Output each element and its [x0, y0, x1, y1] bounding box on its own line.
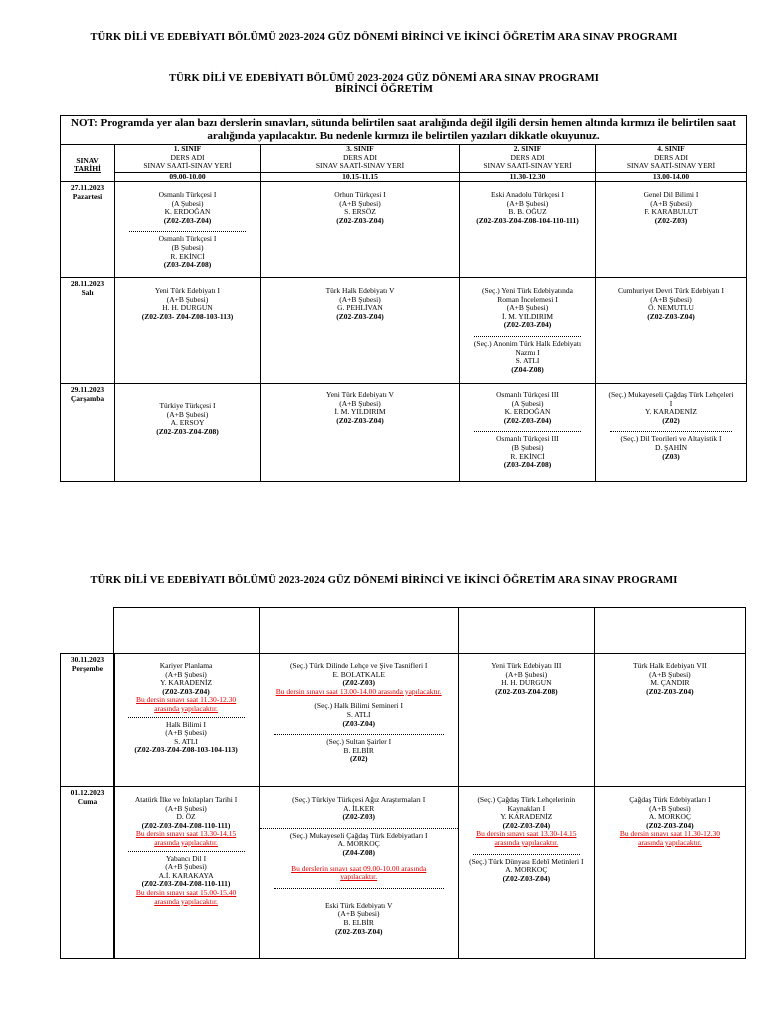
date-cell: 28.11.2023 Salı — [61, 278, 115, 384]
exam-cell: Kariyer Planlama (A+B Şubesi) Y. KARADENİZ (Z02-Z03-Z04) Bu dersin sınavı saat 11.30-12.30 arasında yapılacaktır. Halk Bilimi I (A+B Şubesi) S. ATLI (Z02-Z03-Z04-Z08-103-104-113) — [113, 654, 259, 787]
date-cell: 01.12.2023 Cuma — [61, 787, 115, 959]
top-title: TÜRK DİLİ VE EDEBİYATI BÖLÜMÜ 2023-2024 GÜZ DÖNEMİ BİRİNCİ VE İKİNCİ ÖĞRETİM ARA SINAV PROGRAMI — [90, 32, 678, 43]
date-cell: 27.11.2023 Pazartesi — [61, 182, 115, 278]
main-title: TÜRK DİLİ VE EDEBİYATI BÖLÜMÜ 2023-2024 GÜZ DÖNEMİ ARA SINAV PROGRAMI — [169, 73, 599, 84]
exam-table-second-dates — [60, 653, 115, 959]
table-row — [61, 384, 747, 482]
exam-cell: Yeni Türk Edebiyatı V (A+B Şubesi) İ. M. YILDIRIM (Z02-Z03-Z04) — [261, 384, 460, 482]
col-header-3: 3. SINIF DERS ADI SINAV SAATİ-SINAV YERİ 10.15-11.15 — [261, 145, 460, 182]
col-header-1: 1. SINIF DERS ADI SINAV SAATİ-SINAV YERİ 09.00-10.00 — [115, 145, 261, 182]
table-row — [113, 654, 746, 787]
exam-cell: Atatürk İlke ve İnkılapları Tarihi I (A+B Şubesi) D. ÖZ (Z02-Z03-Z04-Z08-110-111) Bu dersin sınavı saat 13.30-14.15 arasında yapılacaktır. Yabancı Dil I (A+B Şubesi) A.İ. KARAKAYA (Z02-Z03-Z04-Z08-110-111) Bu dersin sınavı saat 15.00-15.40 arasında yapılacaktır. — [113, 787, 259, 959]
exam-cell: Genel Dil Bilimi I (A+B Şubesi) F. KARABULUT (Z02-Z03) — [596, 182, 747, 278]
date-col-header: SINAV TARİHİ — [61, 145, 115, 182]
col-header-2: 2. SINIF DERS ADI SINAV SAATİ-SINAV YERİ 11.30-12.30 — [460, 145, 596, 182]
table-row — [113, 787, 746, 959]
exam-cell: Türkiye Türkçesi I (A+B Şubesi) A. ERSOY (Z02-Z03-Z04-Z08) — [115, 384, 261, 482]
exam-cell: (Seç.) Türk Dilinde Lehçe ve Şive Tasnifleri I E. BOLATKALE (Z02-Z03) Bu dersin sınavı saat 13.00-14.00 arasında yapılacaktır. (Seç.) Halk Bilimi Semineri I S. ATLI (Z03-Z04) (Seç.) Sultan Şairler I B. ELBİR (Z02) — [259, 654, 458, 787]
exam-cell: (Seç.) Çağdaş Türk Lehçelerinin Kaynakları I Y. KARADENİZ (Z02-Z03-Z04) Bu dersin sınavı saat 13.30-14.15 arasında yapılacaktır. (Seç.) Türk Dünyası Edebî Metinleri I A. MORKOÇ (Z02-Z03-Z04) — [458, 787, 594, 959]
exam-cell: Yeni Türk Edebiyatı III (A+B Şubesi) H. H. DURGUN (Z02-Z03-Z04-Z08) — [458, 654, 594, 787]
col-header-4: 4. SINIF DERS ADI SINAV SAATİ-SINAV YERİ 13.00-14.00 — [596, 145, 747, 182]
header-row — [61, 145, 747, 182]
table-row — [61, 182, 747, 278]
exam-table-second — [113, 607, 746, 959]
exam-cell: Orhun Türkçesi I (A+B Şubesi) S. ERSÖZ (Z02-Z03-Z04) — [261, 182, 460, 278]
exam-cell: Osmanlı Türkçesi III (A Şubesi) K. ERDOĞAN (Z02-Z03-Z04) Osmanlı Türkçesi III (B Şubesi) R. EKİNCİ (Z03-Z04-Z08) — [460, 384, 596, 482]
exam-cell: Cumhuriyet Devri Türk Edebiyatı I (A+B Şubesi) Ö. NEMUTLU (Z02-Z03-Z04) — [596, 278, 747, 384]
table-row — [61, 278, 747, 384]
date-cell: 30.11.2023 Perşembe — [61, 654, 115, 787]
exam-cell: Türk Halk Edebiyatı V (A+B Şubesi) G. PEHLİVAN (Z02-Z03-Z04) — [261, 278, 460, 384]
exam-cell: (Seç.) Yeni Türk Edebiyatında Roman İncelemesi I (A+B Şubesi) İ. M. YILDIRIM (Z02-Z03-Z04) (Seç.) Anonim Türk Halk Edebiyatı Nazmı I S. ATLI (Z04-Z08) — [460, 278, 596, 384]
exam-cell: Çağdaş Türk Edebiyatları I (A+B Şubesi) A. MORKOÇ (Z02-Z03-Z04) Bu dersin sınavı saat 11.30-12.30 arasında yapılacaktır. — [594, 787, 745, 959]
exam-cell: (Seç.) Türkiye Türkçesi Ağız Araştırmaları I A. İLKER (Z02-Z03) (Seç.) Mukayeseli Çağdaş Türk Edebiyatları I A. MORKOÇ (Z04-Z08) Bu derslerin sınavı saat 09.00-10.00 arasında yapılacaktır. Eski Türk Edebiyatı V (A+B Şubesi) B. ELBİR (Z02-Z03-Z04) — [259, 787, 458, 959]
exam-table-first — [60, 115, 747, 482]
exam-cell: Eski Anadolu Türkçesi I (A+B Şubesi) B. B. OĞUZ (Z02-Z03-Z04-Z08-104-110-111) — [460, 182, 596, 278]
exam-cell: (Seç.) Mukayeseli Çağdaş Türk Lehçeleri I Y. KARADENİZ (Z02) (Seç.) Dil Teorileri ve Altayistik I D. ŞAHİN (Z03) — [596, 384, 747, 482]
exam-cell: Yeni Türk Edebiyatı I (A+B Şubesi) H. H. DURGUN (Z02-Z03- Z04-Z08-103-113) — [115, 278, 261, 384]
date-cell: 29.11.2023 Çarşamba — [61, 384, 115, 482]
note-text: NOT: Programda yer alan bazı derslerin sınavları, sütunda belirtilen saat aralığında değil ilgili dersin hemen altında kırmızı ile belirtilen saat aralığında yapılacaktır. Bu nedenle kırmızı ile belirtilen yazıları dikkatle okuyunuz. — [61, 116, 747, 145]
exam-cell: Türk Halk Edebiyatı VII (A+B Şubesi) M. ÇANDIR (Z02-Z03-Z04) — [594, 654, 745, 787]
exam-cell: Osmanlı Türkçesi I (A Şubesi) K. ERDOĞAN (Z02-Z03-Z04) Osmanlı Türkçesi I (B Şubesi) R. EKİNCİ (Z03-Z04-Z08) — [115, 182, 261, 278]
second-title: TÜRK DİLİ VE EDEBİYATI BÖLÜMÜ 2023-2024 GÜZ DÖNEMİ BİRİNCİ VE İKİNCİ ÖĞRETİM ARA SINAV PROGRAMI — [90, 575, 678, 586]
main-subtitle: BİRİNCİ ÖĞRETİM — [334, 84, 434, 95]
